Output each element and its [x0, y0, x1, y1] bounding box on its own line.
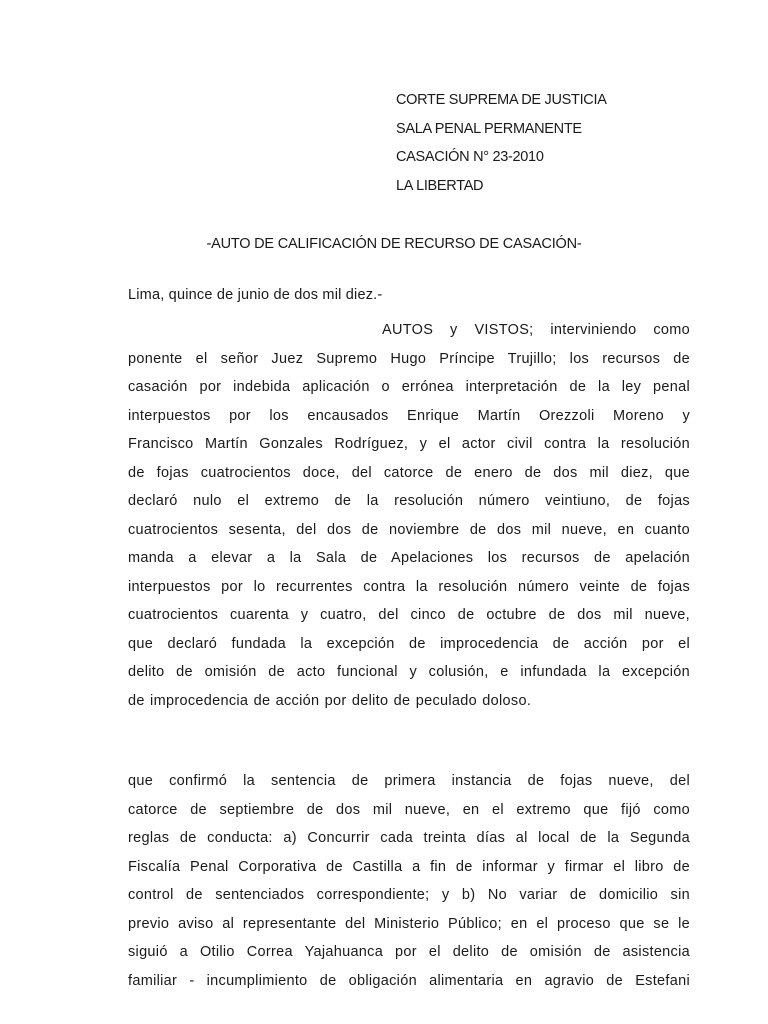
paragraph-line: de fojas cuatrocientos doce, del catorce de enero de dos mil diez, que: [128, 464, 690, 481]
paragraph-line: siguió a Otilio Correa Yajahuanca por el delito de omisión de asistencia: [128, 944, 690, 960]
paragraph-line: AUTOS y VISTOS; interviniendo como: [382, 322, 690, 338]
paragraph-line: cuatrocientos sesenta, del dos de noviembre de dos mil nueve, en cuanto: [128, 521, 690, 538]
paragraph-line: casación por indebida aplicación o errónea interpretación de la ley penal: [128, 379, 690, 395]
judicial-district: LA LIBERTAD: [396, 177, 484, 194]
paragraph-2: [128, 767, 690, 995]
paragraph-line: interpuestos por los encausados Enrique Martín Orezzoli Moreno y: [128, 407, 690, 424]
paragraph-line: delito de omisión de acto funcional y colusión, e infundada la excepción: [128, 664, 690, 680]
case-header: [396, 88, 607, 202]
paragraph-line: manda a elevar a la Sala de Apelaciones los recursos de apelación: [128, 550, 690, 566]
court-name: CORTE SUPREMA DE JUSTICIA: [396, 92, 607, 108]
paragraph-line: cuatrocientos cuarenta y cuatro, del cinco de octubre de dos mil nueve,: [128, 607, 690, 623]
document-title: -AUTO DE CALIFICACIÓN DE RECURSO DE CASACIÓN-: [206, 236, 582, 252]
paragraph-line: familiar - incumplimiento de obligación alimentaria en agravio de Estefani: [128, 972, 690, 989]
paragraph-line: que declaró fundada la excepción de improcedencia de acción por el: [128, 635, 690, 652]
case-number: CASACIÓN N° 23-2010: [396, 149, 544, 165]
paragraph-line: Fiscalía Penal Corporativa de Castilla a fin de informar y firmar el libro de: [128, 858, 690, 875]
paragraph-line: interpuestos por lo recurrentes contra la resolución número veinte de fojas: [128, 578, 690, 595]
paragraph-line: previo aviso al representante del Ministerio Público; en el proceso que se le: [128, 915, 690, 932]
paragraph-1: [128, 316, 690, 715]
paragraph-line: ponente el señor Juez Supremo Hugo Príncipe Trujillo; los recursos de: [128, 350, 690, 367]
paragraph-line: que confirmó la sentencia de primera instancia de fojas nueve, del: [128, 773, 690, 789]
paragraph-line: Francisco Martín Gonzales Rodríguez, y el actor civil contra la resolución: [128, 436, 690, 452]
paragraph-line: reglas de conducta: a) Concurrir cada treinta días al local de la Segunda: [128, 830, 690, 846]
paragraph-line: de improcedencia de acción por delito de peculado doloso.: [128, 692, 532, 709]
date-line: Lima, quince de junio de dos mil diez.-: [128, 287, 383, 303]
paragraph-line: control de sentenciados correspondiente; y b) No variar de domicilio sin: [128, 887, 690, 903]
chamber-name: SALA PENAL PERMANENTE: [396, 120, 582, 137]
paragraph-line: declaró nulo el extremo de la resolución número veintiuno, de fojas: [128, 493, 690, 509]
paragraph-line: catorce de septiembre de dos mil nueve, en el extremo que fijó como: [128, 801, 690, 818]
